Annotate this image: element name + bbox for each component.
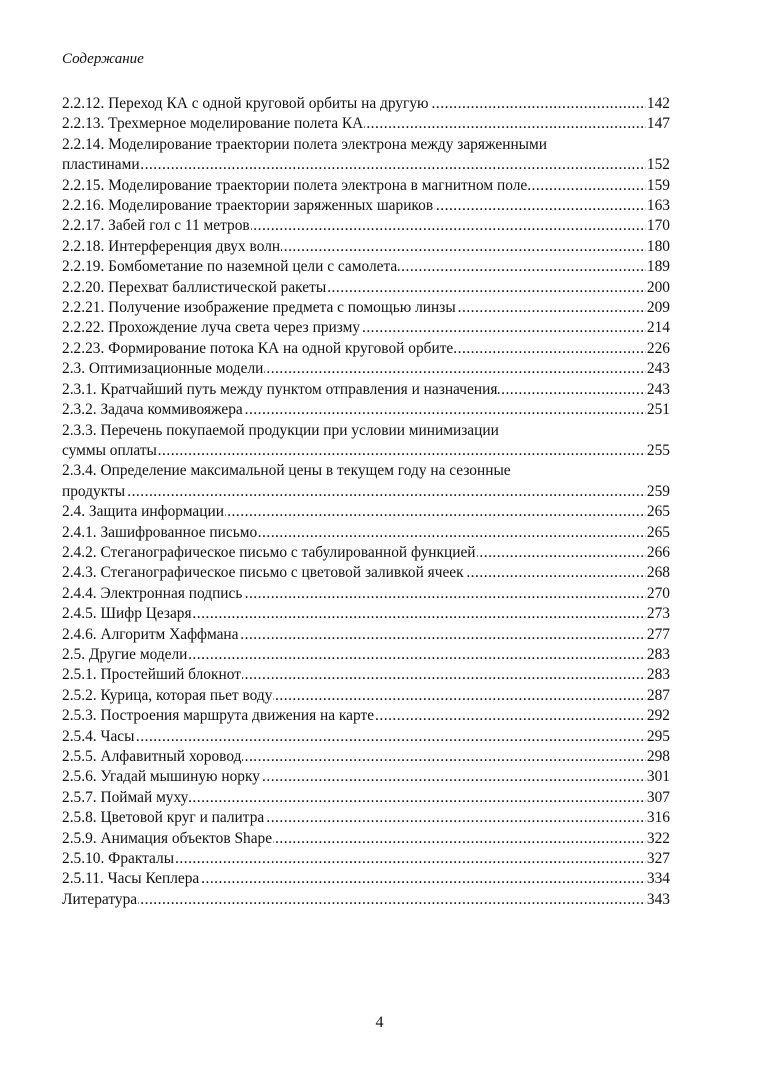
- toc-entry-page: 287: [646, 686, 670, 706]
- table-of-contents: [62, 94, 670, 910]
- toc-entry-title: 2.2.13. Трехмерное моделирование полета КА: [62, 114, 364, 134]
- toc-entry: [62, 727, 670, 747]
- toc-entry-title: 2.4.6. Алгоритм Хаффмана: [62, 625, 239, 645]
- toc-entry: [62, 298, 670, 318]
- toc-entry-title: 2.4.3. Стеганографическое письмо с цветовой заливкой ячеек: [62, 563, 465, 583]
- toc-entry-title: 2.5.7. Поймай муху: [62, 788, 189, 808]
- toc-entry-page: 259: [646, 482, 670, 502]
- toc-entry: [62, 584, 670, 604]
- toc-entry-title: 2.4.4. Электронная подпись: [62, 584, 243, 604]
- toc-entry-page: 265: [646, 523, 670, 543]
- toc-entry-page: 147: [646, 114, 670, 134]
- toc-entry-title: 2.3. Оптимизационные модели: [62, 359, 264, 379]
- toc-entry-page: 295: [646, 727, 670, 747]
- toc-entry-page: 200: [646, 278, 670, 298]
- toc-entry-title: 2.4. Защита информации: [62, 502, 225, 522]
- toc-entry-page: 268: [646, 563, 670, 583]
- toc-entry-title: 2.5.1. Простейший блокнот: [62, 665, 242, 685]
- toc-entry: [62, 665, 670, 685]
- page-number: 4: [375, 1014, 384, 1031]
- toc-entry: [62, 94, 670, 114]
- toc-entry-page: 180: [646, 237, 670, 257]
- toc-entry-page: 343: [646, 890, 670, 910]
- toc-entry-title-line: 2.3.3. Перечень покупаемой продукции при условии минимизации: [62, 421, 499, 439]
- toc-entry: [62, 237, 670, 257]
- toc-entry-title: 2.3.1. Кратчайший путь между пунктом отправления и назначения: [62, 380, 498, 400]
- toc-entry-page: 277: [646, 625, 670, 645]
- toc-entry-page: 265: [646, 502, 670, 522]
- toc-entry: [62, 543, 670, 563]
- toc-entry: [62, 339, 670, 359]
- toc-entry-title-line: 2.2.14. Моделирование траектории полета электрона между заряженными: [62, 135, 547, 153]
- toc-entry-title: 2.2.22. Прохождение луча света через призму: [62, 318, 361, 338]
- toc-entry: [62, 645, 670, 665]
- toc-entry: [62, 829, 670, 849]
- toc-entry-page: 327: [646, 849, 670, 869]
- toc-entry-page: 266: [646, 543, 670, 563]
- toc-entry: [62, 482, 670, 502]
- toc-entry-title: 2.2.17. Забей гол с 11 метров: [62, 216, 251, 236]
- toc-entry-title: 2.2.16. Моделирование траектории заряженных шариков: [62, 196, 434, 216]
- toc-entry-page: 142: [646, 94, 670, 114]
- toc-entry-page: 214: [646, 318, 670, 338]
- toc-entry-page: 334: [646, 869, 670, 889]
- toc-entry-page: 159: [646, 176, 670, 196]
- toc-entry: [62, 767, 670, 787]
- toc-entry: [62, 278, 670, 298]
- toc-entry-title: 2.2.18. Интерференция двух волн: [62, 237, 281, 257]
- toc-entry: [62, 155, 670, 175]
- toc-entry: [62, 604, 670, 624]
- toc-entry: [62, 523, 670, 543]
- toc-entry: [62, 625, 670, 645]
- toc-entry-page: 292: [646, 706, 670, 726]
- toc-entry-page: 283: [646, 665, 670, 685]
- toc-entry-title: 2.2.23. Формирование потока КА на одной круговой орбите: [62, 339, 454, 359]
- toc-entry-title: 2.2.21. Получение изображение предмета с помощью линзы: [62, 298, 457, 318]
- toc-entry-title: 2.4.5. Шифр Цезаря: [62, 604, 193, 624]
- toc-entry-page: 251: [646, 400, 670, 420]
- toc-entry-page: 298: [646, 747, 670, 767]
- toc-entry-page: 243: [646, 380, 670, 400]
- toc-entry-title: пластинами: [62, 155, 141, 175]
- toc-entry: [62, 502, 670, 522]
- toc-entry: [62, 747, 670, 767]
- toc-entry: [62, 849, 670, 869]
- toc-entry-title: 2.5.9. Анимация объектов Shape: [62, 829, 273, 849]
- toc-entry: [62, 788, 670, 808]
- toc-entry-title: 2.5.5. Алфавитный хоровод: [62, 747, 242, 767]
- running-header: Содержание: [62, 51, 144, 67]
- toc-entry-title: продукты: [62, 482, 126, 502]
- toc-entry: [62, 563, 670, 583]
- toc-entry: [62, 257, 670, 277]
- toc-entry: [62, 808, 670, 828]
- toc-entry: [62, 318, 670, 338]
- toc-entry-page: 316: [646, 808, 670, 828]
- toc-entry-page: 189: [646, 257, 670, 277]
- toc-entry-page: 170: [646, 216, 670, 236]
- toc-entry-page: 255: [646, 441, 670, 461]
- toc-entry-title: суммы оплаты: [62, 441, 158, 461]
- toc-entry-page: 152: [646, 155, 670, 175]
- toc-entry-page: 283: [646, 645, 670, 665]
- toc-entry-title: 2.4.2. Стеганографическое письмо с табулированной функцией: [62, 543, 477, 563]
- toc-entry-title: 2.5.3. Построения маршрута движения на карте: [62, 706, 375, 726]
- toc-entry-page: 209: [646, 298, 670, 318]
- toc-entry: [62, 114, 670, 134]
- toc-entry: [62, 869, 670, 889]
- toc-entry: [62, 196, 670, 216]
- toc-entry-title: 2.3.2. Задача коммивояжера: [62, 400, 244, 420]
- toc-entry-title: Литература: [62, 890, 138, 910]
- toc-entry-page: 307: [646, 788, 670, 808]
- toc-entry-title: 2.5.2. Курица, которая пьет воду: [62, 686, 273, 706]
- toc-entry-title: 2.4.1. Зашифрованное письмо: [62, 523, 258, 543]
- toc-entry-title: 2.2.20. Перехват баллистической ракеты: [62, 278, 327, 298]
- toc-entry-title: 2.5.6. Угадай мышиную норку: [62, 767, 261, 787]
- toc-entry: [62, 706, 670, 726]
- toc-entry-page: 273: [646, 604, 670, 624]
- toc-entry-page: 163: [646, 196, 670, 216]
- toc-entry-title: 2.5.8. Цветовой круг и палитра: [62, 808, 265, 828]
- toc-entry: [62, 176, 670, 196]
- toc-entry: [62, 400, 670, 420]
- toc-entry-page: 226: [646, 339, 670, 359]
- toc-entry-page: 243: [646, 359, 670, 379]
- toc-entry-title: 2.2.15. Моделирование траектории полета электрона в магнитном поле: [62, 176, 528, 196]
- toc-entry: [62, 359, 670, 379]
- toc-entry-title: 2.5.4. Часы: [62, 727, 135, 747]
- toc-entry-title: 2.5. Другие модели: [62, 645, 188, 665]
- toc-entry: [62, 216, 670, 236]
- toc-entry-page: 322: [646, 829, 670, 849]
- toc-entry-page: 301: [646, 767, 670, 787]
- toc-entry-page: 270: [646, 584, 670, 604]
- toc-entry-title: 2.2.19. Бомбометание по наземной цели с самолета: [62, 257, 398, 277]
- toc-entry-title: 2.5.11. Часы Кеплера: [62, 869, 200, 889]
- toc-entry: [62, 890, 670, 910]
- toc-entry: [62, 686, 670, 706]
- toc-entry-title-line: 2.3.4. Определение максимальной цены в текущем году на сезонные: [62, 462, 511, 480]
- toc-entry-title: 2.2.12. Переход КА с одной круговой орбиты на другую: [62, 94, 430, 114]
- toc-entry: [62, 441, 670, 461]
- toc-entry: [62, 380, 670, 400]
- toc-entry-title: 2.5.10. Фракталы: [62, 849, 175, 869]
